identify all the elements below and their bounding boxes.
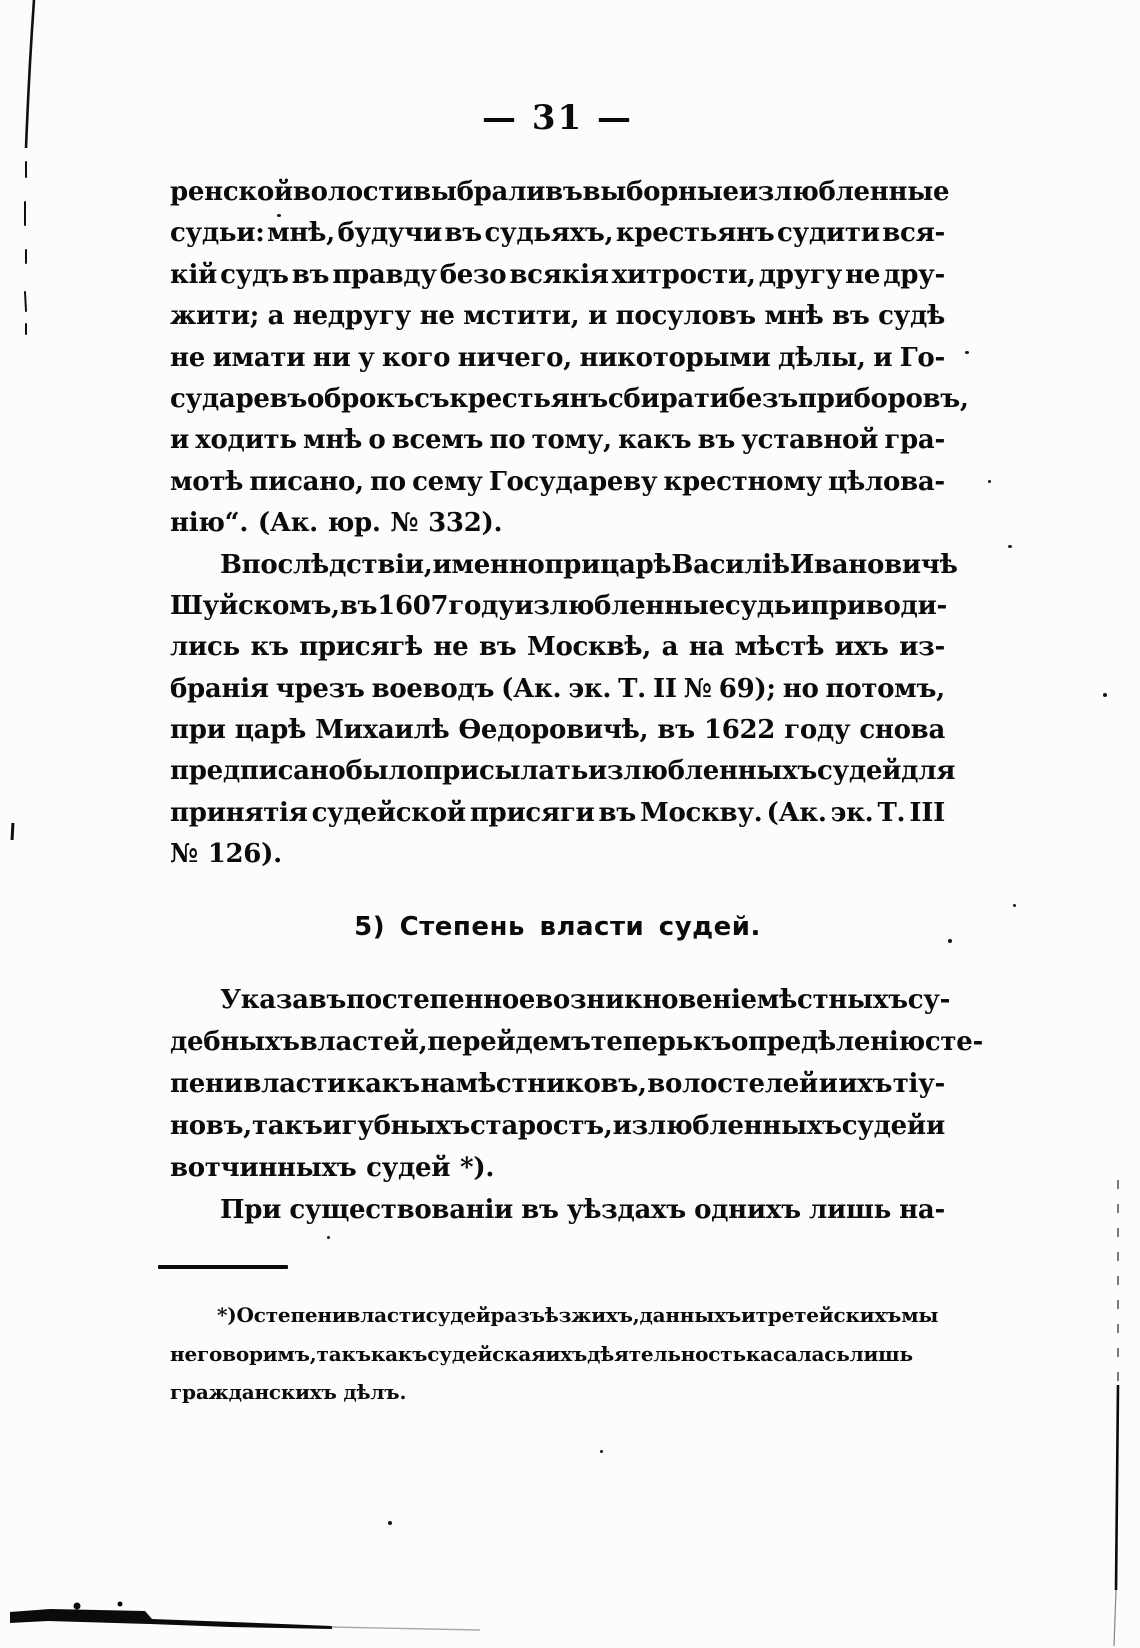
ink-speck — [988, 480, 991, 483]
footnote-separator-rule — [158, 1265, 288, 1269]
text-line: пени власти какъ намѣстниковъ, волостелей и ихъ тіу- — [170, 1069, 945, 1099]
text-line: вотчинныхъ судей *). — [170, 1153, 495, 1183]
main-text-block — [170, 172, 969, 876]
footnote-line: *) О степени власти судей разъѣзжихъ, данныхъ и третейскихъ мы — [217, 1303, 939, 1327]
text-line: предписано было присылать излюбленныхъ судей для — [170, 756, 956, 787]
ink-speck — [388, 1521, 392, 1525]
section-heading: 5) Степень власти судей. — [354, 912, 761, 942]
ink-speck — [948, 939, 952, 943]
ink-speck — [1013, 904, 1016, 907]
left-crease-artifact — [0, 0, 60, 350]
bottom-smudge-artifact — [0, 1595, 700, 1648]
text-line: нію“. (Ак. юр. № 332). — [170, 508, 503, 539]
text-line: принятія судейской присяги въ Москву. (Ак. эк. Т. III — [170, 797, 945, 828]
footnote-line: не говоримъ, такъ какъ судейская ихъ дѣятельность касалась лишь — [170, 1341, 913, 1366]
ink-speck — [600, 1450, 603, 1453]
left-edge-tick-artifact — [11, 823, 15, 840]
text-line: новъ, такъ и губныхъ старостъ, излюбленныхъ судей и — [170, 1111, 945, 1141]
text-line: дебныхъ властей, перейдемъ теперь къ опредѣленію сте- — [170, 1027, 983, 1057]
right-crease-artifact — [1100, 1170, 1140, 1648]
text-line: жити; а недругу не мстити, и посуловъ мнѣ въ судѣ — [170, 301, 945, 332]
text-line: лись къ присягѣ не въ Москвѣ, а на мѣстѣ ихъ из- — [170, 632, 945, 663]
footnote-block — [170, 1296, 939, 1412]
text-line: при царѣ Михаилѣ Ѳедоровичѣ, въ 1622 году снова — [170, 715, 945, 746]
ink-speck — [277, 214, 281, 217]
text-line: мотѣ писано, по сему Государеву крестному цѣлова- — [170, 466, 945, 497]
ink-speck — [1008, 545, 1012, 548]
text-line: Указавъ постепенное возникновеніе мѣстныхъ су- — [220, 985, 951, 1015]
ink-speck — [327, 1236, 330, 1239]
text-line: сударевъ оброкъ съ крестьянъ сбирати безъ приборовъ, — [170, 383, 969, 414]
page-number-header: — 31 — — [482, 98, 633, 138]
text-line: Впослѣдствіи, именно при царѣ Василіѣ Ивановичѣ — [220, 549, 958, 580]
text-line: бранія чрезъ воеводъ (Ак. эк. Т. II № 69); но потомъ, — [170, 673, 945, 704]
ink-speck — [965, 351, 969, 354]
footnote-line: гражданскихъ дѣлъ. — [170, 1380, 407, 1404]
text-line: кій судъ въ правду безо всякія хитрости, другу не дру- — [170, 259, 945, 290]
text-line: и ходить мнѣ о всемъ по тому, какъ въ уставной гра- — [170, 425, 945, 456]
text-line: № 126). — [170, 839, 282, 870]
text-line: Шуйскомъ, въ 1607 году излюбленные судьи приводи- — [170, 590, 947, 621]
text-line: не имати ни у кого ничего, никоторыми дѣлы, и Го- — [170, 342, 945, 373]
text-line: ренской волости выбрали въ выборные излюбленные — [170, 177, 950, 207]
text-line: При существованіи въ уѣздахъ однихъ лишь на- — [220, 1195, 945, 1225]
secondary-text-block — [170, 979, 983, 1231]
ink-speck — [1103, 693, 1107, 697]
text-line: судьи: мнѣ, будучи въ судьяхъ, крестьянъ судити вся- — [170, 218, 945, 249]
